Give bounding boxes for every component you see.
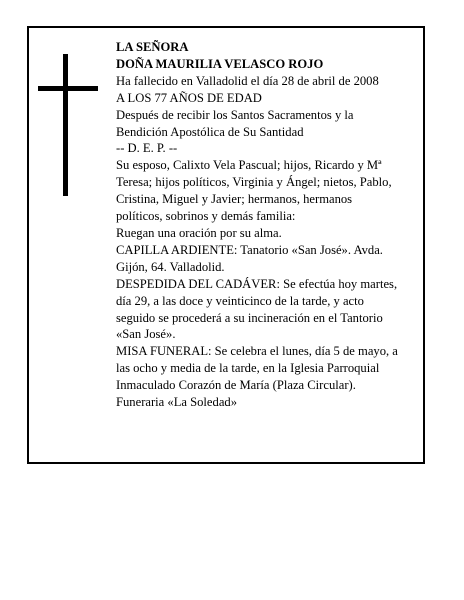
notice-line: A LOS 77 AÑOS DE EDAD — [116, 90, 262, 105]
deceased-name: DOÑA MAURILIA VELASCO ROJO — [116, 56, 324, 71]
notice-line: seguido se procederá a su incineración en el Tantorio — [116, 310, 383, 325]
notice-line: Inmaculado Corazón de María (Plaza Circular). — [116, 378, 356, 393]
notice-line: DESPEDIDA DEL CADÁVER: Se efectúa hoy martes, — [116, 276, 398, 291]
cross-vertical-bar — [63, 54, 68, 196]
notice-line: Ha fallecido en Valladolid el día 28 de abril de 2008 — [116, 73, 379, 88]
obituary-text — [116, 39, 421, 411]
notice-line: CAPILLA ARDIENTE: Tanatorio «San José». Avda. — [116, 242, 383, 257]
cross-icon — [38, 54, 98, 196]
notice-line: -- D. E. P. -- — [116, 141, 178, 156]
notice-line: políticos, sobrinos y demás familia: — [116, 209, 296, 224]
notice-line: «San José». — [116, 327, 176, 342]
notice-line: Su esposo, Calixto Vela Pascual; hijos, Ricardo y Mª — [116, 158, 382, 173]
notice-line: día 29, a las doce y veinticinco de la tarde, y acto — [116, 293, 364, 308]
notice-line: Después de recibir los Santos Sacramentos y la — [116, 107, 354, 122]
notice-title: LA SEÑORA — [116, 40, 189, 54]
cross-horizontal-bar — [38, 86, 98, 91]
notice-line: Teresa; hijos políticos, Virginia y Ángel; nietos, Pablo, — [116, 175, 392, 190]
notice-line: Funeraria «La Soledad» — [116, 395, 237, 410]
notice-line: Bendición Apostólica de Su Santidad — [116, 124, 304, 139]
notice-line: Cristina, Miguel y Javier; hermanos, hermanos — [116, 192, 353, 207]
notice-line: las ocho y media de la tarde, en la Iglesia Parroquial — [116, 361, 380, 376]
notice-line: Ruegan una oración por su alma. — [116, 225, 282, 240]
notice-line: MISA FUNERAL: Se celebra el lunes, día 5 de mayo, a — [116, 344, 398, 359]
notice-line: Gijón, 64. Valladolid. — [116, 259, 225, 274]
